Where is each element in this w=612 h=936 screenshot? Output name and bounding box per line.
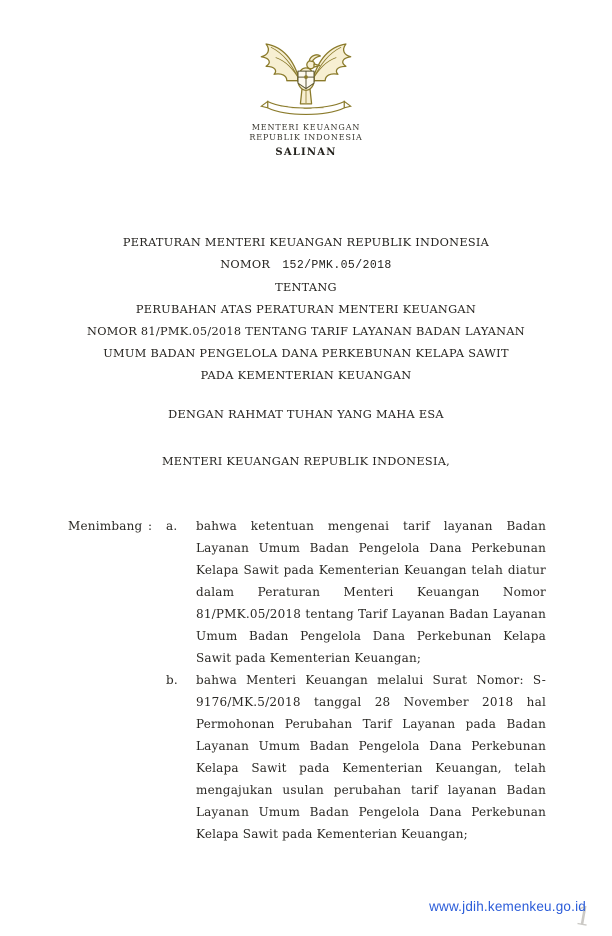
subject-line: UMUM BADAN PENGELOLA DANA PERKEBUNAN KELAPA SAWIT xyxy=(103,347,509,360)
republic-name: REPUBLIK INDONESIA xyxy=(249,133,363,142)
invocation-line: DENGAN RAHMAT TUHAN YANG MAHA ESA xyxy=(168,408,444,421)
item-letter: a. xyxy=(166,519,178,533)
menimbang-label: Menimbang xyxy=(68,519,143,533)
considerations-list xyxy=(166,515,546,845)
nomor-label: NOMOR xyxy=(220,258,271,271)
consideration-item xyxy=(166,669,546,845)
jdih-watermark-url: www.jdih.kemenkeu.go.id xyxy=(429,899,586,914)
menimbang-colon: : xyxy=(148,519,153,533)
letterhead xyxy=(0,0,612,158)
salinan-label: SALINAN xyxy=(275,147,337,158)
regulation-number-line xyxy=(40,254,572,277)
ministry-name: MENTERI KEUANGAN xyxy=(251,123,361,132)
handwritten-page-mark: 1 xyxy=(572,900,595,934)
regulation-heading: PERATURAN MENTERI KEUANGAN REPUBLIK INDONESIA xyxy=(122,236,490,249)
issuer-line: MENTERI KEUANGAN REPUBLIK INDONESIA, xyxy=(161,455,451,468)
subject-line: PADA KEMENTERIAN KEUANGAN xyxy=(200,369,412,382)
subject-line: PERUBAHAN ATAS PERATURAN MENTERI KEUANGAN xyxy=(135,303,477,316)
considerations-section xyxy=(0,515,612,845)
item-letter: b. xyxy=(166,673,178,687)
subject-line: NOMOR 81/PMK.05/2018 TENTANG TARIF LAYANAN BADAN LAYANAN xyxy=(87,325,525,338)
item-text: bahwa ketentuan mengenai tarif layanan Badan Layanan Umum Badan Pengelola Dana Perkebunan Kelapa Sawit pada Kementerian Keuangan telah diatur dalam Peraturan Menteri Keuangan Nomor 81/PMK.05/2018 tentang Tarif Layanan Badan Layanan Umum Badan Pengelola Dana Perkebunan Kelapa Sawit pada Kementerian Keuangan; xyxy=(196,519,546,665)
title-block xyxy=(0,232,612,473)
tentang-label: TENTANG xyxy=(275,281,337,294)
item-text: bahwa Menteri Keuangan melalui Surat Nomor: S-9176/MK.5/2018 tanggal 28 November 2018 hal Permohonan Perubahan Tarif Layanan pada Badan Layanan Umum Badan Pengelola Dana Perkebunan Kelapa Sawit pada Kementerian Keuangan, telah mengajukan usulan perubahan tarif layanan Badan Layanan Umum Badan Pengelola Dana Perkebunan Kelapa Sawit pada Kementerian Keuangan; xyxy=(196,673,546,841)
nomor-value: 152/PMK.05/2018 xyxy=(282,259,392,272)
garuda-pancasila-icon xyxy=(258,36,354,119)
consideration-item xyxy=(166,515,546,669)
